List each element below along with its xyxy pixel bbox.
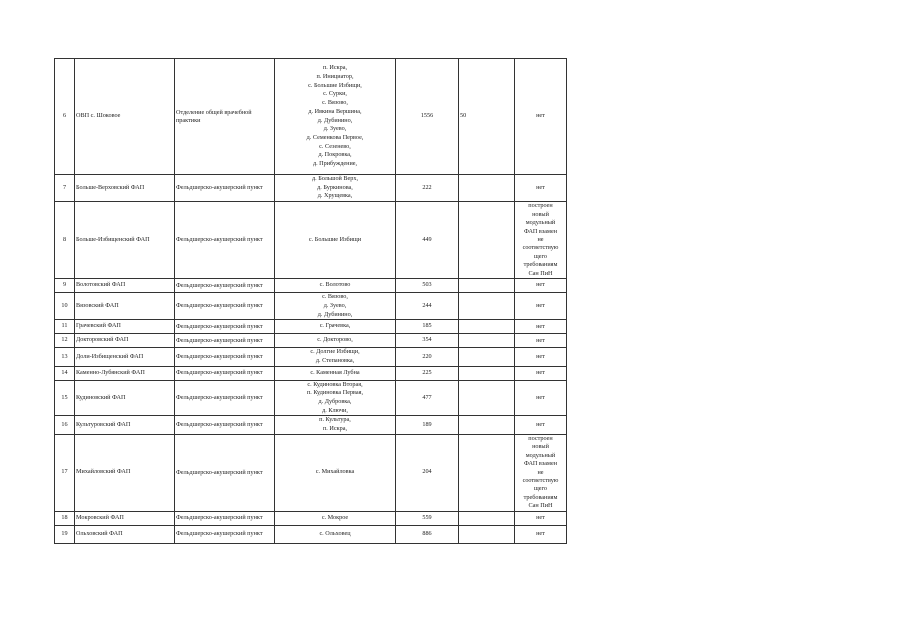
status-cell bbox=[515, 202, 567, 279]
settlement-item: п. Искра, bbox=[322, 425, 347, 433]
settlement-item: д. Дубинино, bbox=[317, 116, 353, 124]
extra-value-cell: 50 bbox=[459, 59, 515, 175]
extra-value-cell bbox=[459, 525, 515, 543]
settlements-cell bbox=[275, 202, 396, 279]
extra-value-cell bbox=[459, 380, 515, 416]
status-line: нет bbox=[536, 393, 545, 401]
settlements-cell bbox=[275, 59, 396, 175]
status-line: Сан ПиН bbox=[528, 269, 553, 277]
status-line: не bbox=[537, 235, 544, 243]
settlement-item: с. Большие Избищи bbox=[308, 235, 362, 243]
table-row bbox=[55, 334, 567, 348]
facility-name-cell: Кудиновский ФАП bbox=[75, 380, 175, 416]
settlement-item: с. Сурки, bbox=[323, 90, 347, 98]
status-line: ФАП взамен bbox=[523, 227, 558, 235]
settlement-item: с. Каменная Лубна bbox=[310, 368, 360, 376]
status-line: требованиям bbox=[523, 493, 558, 501]
facility-type-cell: Фельдшерско-акушерский пункт bbox=[175, 511, 275, 525]
facility-type-cell: Фельдшерско-акушерский пункт bbox=[175, 348, 275, 366]
settlement-item: с. Вязово, bbox=[322, 293, 348, 301]
settlement-item: д. Хрущевка, bbox=[317, 192, 353, 200]
status-cell bbox=[515, 366, 567, 380]
status-line: не bbox=[537, 468, 544, 476]
extra-value-cell bbox=[459, 511, 515, 525]
row-number-cell: 7 bbox=[55, 175, 75, 202]
status-line: требованиям bbox=[523, 261, 558, 269]
status-cell bbox=[515, 334, 567, 348]
settlement-item: с. Докторово, bbox=[317, 336, 353, 344]
status-cell bbox=[515, 348, 567, 366]
settlement-item: д. Дубинино, bbox=[317, 310, 353, 318]
settlement-item: д. Буркинова, bbox=[317, 183, 353, 191]
settlement-item: д. Большой Верх, bbox=[311, 175, 359, 182]
settlements-cell bbox=[275, 380, 396, 416]
extra-value-cell bbox=[459, 320, 515, 334]
table-row bbox=[55, 293, 567, 320]
status-line: нет bbox=[536, 322, 545, 330]
facility-name-cell: Докторовский ФАП bbox=[75, 334, 175, 348]
table-row bbox=[55, 279, 567, 293]
population-cell: 886 bbox=[396, 525, 459, 543]
facility-type-cell: Фельдшерско-акушерский пункт bbox=[175, 416, 275, 434]
facility-type-cell: Фельдшерско-акушерский пункт bbox=[175, 293, 275, 320]
table-row bbox=[55, 348, 567, 366]
settlement-item: д. Зуево, bbox=[323, 125, 347, 133]
facility-type-cell: Фельдшерско-акушерский пункт bbox=[175, 525, 275, 543]
settlements-cell bbox=[275, 293, 396, 320]
facility-type-cell: Фельдшерско-акушерский пункт bbox=[175, 334, 275, 348]
row-number-cell: 17 bbox=[55, 434, 75, 511]
row-number-cell: 15 bbox=[55, 380, 75, 416]
status-line: соответствую bbox=[522, 477, 559, 485]
status-cell bbox=[515, 320, 567, 334]
status-line: ФАП взамен bbox=[523, 460, 558, 468]
settlement-item: д. Дубровка, bbox=[318, 398, 352, 406]
status-line: нет bbox=[536, 530, 545, 538]
table-row bbox=[55, 320, 567, 334]
settlement-item: д. Ключи, bbox=[322, 406, 348, 414]
population-cell: 225 bbox=[396, 366, 459, 380]
status-line: нет bbox=[536, 336, 545, 344]
status-line: нет bbox=[536, 514, 545, 522]
status-cell bbox=[515, 293, 567, 320]
table-row bbox=[55, 59, 567, 175]
facility-name-cell: Культуровский ФАП bbox=[75, 416, 175, 434]
status-line: построен bbox=[528, 435, 553, 443]
settlement-item: п. Культура, bbox=[319, 416, 351, 424]
table-row bbox=[55, 175, 567, 202]
settlement-item: п. Инициатор, bbox=[316, 72, 354, 80]
facility-name-cell: Каменно-Лубянский ФАП bbox=[75, 366, 175, 380]
population-cell: 222 bbox=[396, 175, 459, 202]
row-number-cell: 14 bbox=[55, 366, 75, 380]
settlements-cell bbox=[275, 511, 396, 525]
facility-type-cell: Фельдшерско-акушерский пункт bbox=[175, 434, 275, 511]
table-row bbox=[55, 416, 567, 434]
row-number-cell: 19 bbox=[55, 525, 75, 543]
status-cell bbox=[515, 525, 567, 543]
settlements-cell bbox=[275, 334, 396, 348]
status-line: модульный bbox=[525, 219, 556, 227]
settlement-item: д. Прибуждение, bbox=[312, 160, 358, 168]
facility-name-cell: Вязовский ФАП bbox=[75, 293, 175, 320]
population-cell: 220 bbox=[396, 348, 459, 366]
status-line: новый bbox=[532, 443, 549, 451]
settlement-item: с. Большие Избищи, bbox=[308, 81, 362, 89]
facility-type-cell: Отделение общей врачебной практики bbox=[175, 59, 275, 175]
extra-value-cell bbox=[459, 348, 515, 366]
row-number-cell: 16 bbox=[55, 416, 75, 434]
settlements-cell bbox=[275, 320, 396, 334]
status-line: соответствую bbox=[522, 244, 559, 252]
status-cell bbox=[515, 59, 567, 175]
table-row bbox=[55, 434, 567, 511]
settlement-item: с. Вязово, bbox=[322, 99, 348, 107]
status-line: нет bbox=[536, 352, 545, 360]
settlement-item: с. Долгие Избищи, bbox=[310, 348, 360, 356]
population-cell: 189 bbox=[396, 416, 459, 434]
population-cell: 559 bbox=[396, 511, 459, 525]
settlement-item: д. Зуево, bbox=[323, 301, 347, 309]
population-cell: 503 bbox=[396, 279, 459, 293]
facility-name-cell: Михайловский ФАП bbox=[75, 434, 175, 511]
facility-name-cell: Волотовский ФАП bbox=[75, 279, 175, 293]
settlements-cell bbox=[275, 525, 396, 543]
settlement-item: п. Искра, bbox=[322, 64, 347, 72]
extra-value-cell bbox=[459, 293, 515, 320]
row-number-cell: 9 bbox=[55, 279, 75, 293]
status-line: построен bbox=[528, 202, 553, 210]
settlement-item: д. Ивкина Вершина, bbox=[308, 107, 362, 115]
status-cell bbox=[515, 279, 567, 293]
population-cell: 244 bbox=[396, 293, 459, 320]
settlement-item: д. Покровка, bbox=[318, 151, 352, 159]
table-body bbox=[55, 59, 567, 544]
status-line: нет bbox=[536, 368, 545, 376]
settlements-cell bbox=[275, 416, 396, 434]
facility-name-cell: Грачевский ФАП bbox=[75, 320, 175, 334]
facility-name-cell: Ольховский ФАП bbox=[75, 525, 175, 543]
status-line: Сан ПиН bbox=[528, 502, 553, 510]
settlement-item: с. Мокрое bbox=[321, 513, 349, 521]
extra-value-cell bbox=[459, 416, 515, 434]
status-line: нет bbox=[536, 183, 545, 191]
table-row bbox=[55, 511, 567, 525]
status-cell bbox=[515, 511, 567, 525]
row-number-cell: 11 bbox=[55, 320, 75, 334]
status-line: щего bbox=[534, 485, 547, 493]
extra-value-cell bbox=[459, 334, 515, 348]
extra-value-cell bbox=[459, 279, 515, 293]
population-cell: 354 bbox=[396, 334, 459, 348]
facility-name-cell: ОВП с. Шоковое bbox=[75, 59, 175, 175]
settlements-cell bbox=[275, 279, 396, 293]
settlement-item: д. Семенкова Первое, bbox=[306, 133, 364, 141]
status-line: нет bbox=[536, 301, 545, 309]
row-number-cell: 6 bbox=[55, 59, 75, 175]
status-line: новый bbox=[532, 210, 549, 218]
population-cell: 477 bbox=[396, 380, 459, 416]
row-number-cell: 10 bbox=[55, 293, 75, 320]
settlement-item: д. Степановка, bbox=[315, 356, 355, 364]
extra-value-cell bbox=[459, 175, 515, 202]
population-cell: 449 bbox=[396, 202, 459, 279]
facility-name-cell: Мокровский ФАП bbox=[75, 511, 175, 525]
settlement-item: с. Сезенево, bbox=[319, 142, 351, 150]
facility-type-cell: Фельдшерско-акушерский пункт bbox=[175, 366, 275, 380]
facility-name-cell: Больше-Верховский ФАП bbox=[75, 175, 175, 202]
extra-value-cell bbox=[459, 434, 515, 511]
status-line: модульный bbox=[525, 451, 556, 459]
settlement-item: с. Кудиновка Вторая, bbox=[307, 380, 363, 388]
status-line: нет bbox=[536, 112, 545, 120]
status-cell bbox=[515, 380, 567, 416]
population-cell: 1556 bbox=[396, 59, 459, 175]
facilities-table bbox=[54, 58, 567, 544]
status-line: нет bbox=[536, 420, 545, 428]
row-number-cell: 13 bbox=[55, 348, 75, 366]
facility-name-cell: Больше-Избищенский ФАП bbox=[75, 202, 175, 279]
settlement-item: с. Волотово bbox=[319, 281, 351, 289]
settlement-item: с. Ольховец bbox=[319, 529, 351, 537]
facility-name-cell: Доли-Избищенский ФАП bbox=[75, 348, 175, 366]
population-cell: 204 bbox=[396, 434, 459, 511]
status-cell bbox=[515, 434, 567, 511]
status-cell bbox=[515, 416, 567, 434]
population-cell: 185 bbox=[396, 320, 459, 334]
table-row bbox=[55, 380, 567, 416]
settlements-cell bbox=[275, 366, 396, 380]
facility-type-cell: Фельдшерско-акушерский пункт bbox=[175, 175, 275, 202]
row-number-cell: 8 bbox=[55, 202, 75, 279]
settlements-cell bbox=[275, 175, 396, 202]
settlements-cell bbox=[275, 434, 396, 511]
settlements-cell bbox=[275, 348, 396, 366]
table-row bbox=[55, 202, 567, 279]
row-number-cell: 12 bbox=[55, 334, 75, 348]
table-row bbox=[55, 366, 567, 380]
facility-type-cell: Фельдшерско-акушерский пункт bbox=[175, 202, 275, 279]
settlement-item: с. Грачевка, bbox=[319, 322, 351, 330]
status-line: нет bbox=[536, 281, 545, 289]
extra-value-cell bbox=[459, 202, 515, 279]
extra-value-cell bbox=[459, 366, 515, 380]
status-line: щего bbox=[534, 252, 547, 260]
table-row bbox=[55, 525, 567, 543]
facility-type-cell: Фельдшерско-акушерский пункт bbox=[175, 279, 275, 293]
facility-type-cell: Фельдшерско-акушерский пункт bbox=[175, 380, 275, 416]
settlement-item: п. Кудиновка Первая, bbox=[306, 389, 364, 397]
facility-type-cell: Фельдшерско-акушерский пункт bbox=[175, 320, 275, 334]
row-number-cell: 18 bbox=[55, 511, 75, 525]
status-cell bbox=[515, 175, 567, 202]
settlement-item: с. Михайловка bbox=[315, 468, 355, 476]
